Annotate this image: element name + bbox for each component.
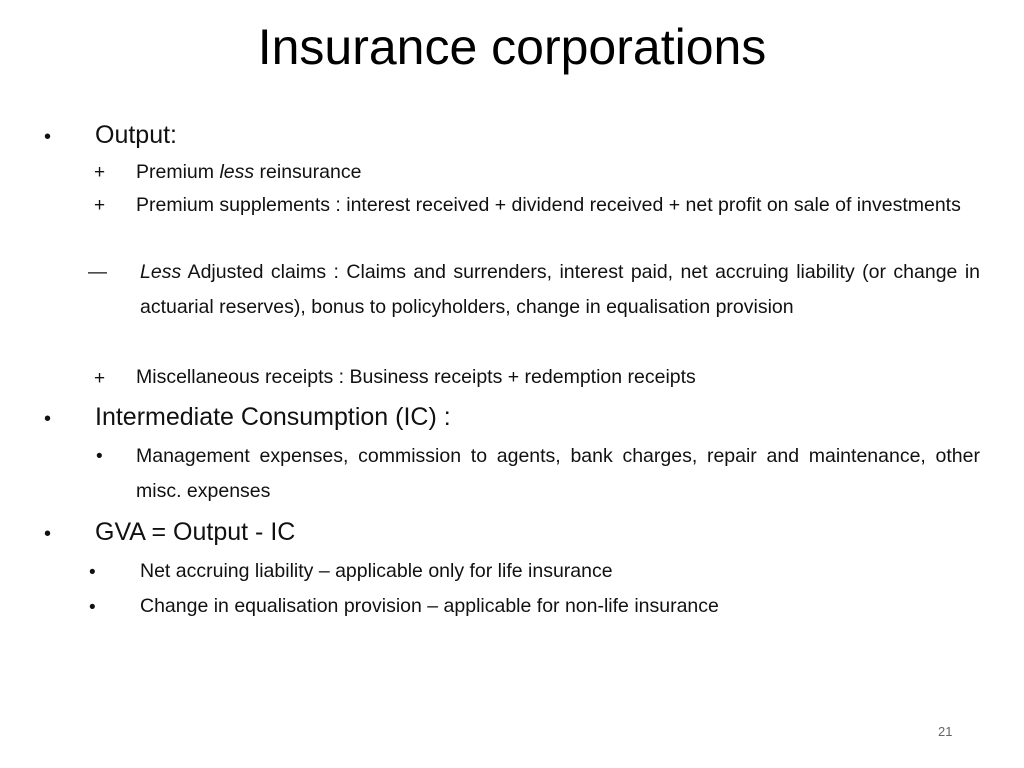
section-heading-intermediate-consumption: Intermediate Consumption (IC) : [95,403,451,431]
bullet-marker: • [44,523,52,545]
slide-title: Insurance corporations [257,19,767,75]
item-net-accruing-liability: Net accruing liability – applicable only for life insurance [140,560,613,582]
item-change-in-equalisation-provision: Change in equalisation provision – applicable for non-life insurance [140,595,719,617]
section-heading-gva: GVA = Output - IC [95,518,296,546]
bullet-marker: • [96,446,103,467]
emphasis-less: less [219,161,255,183]
bullet-marker: • [89,597,96,618]
plus-marker: + [94,368,106,389]
item-miscellaneous-receipts: Miscellaneous receipts : Business receipts + redemption receipts [136,366,696,388]
page-number: 21 [938,724,953,739]
item-management-expenses: Management expenses, commission to agents, bank charges, repair and maintenance, other misc. expenses [136,445,980,502]
section-heading-output: Output: [95,121,177,149]
bullet-marker: • [44,408,52,430]
item-less-adjusted-claims: Less Adjusted claims : Claims and surrenders, interest paid, net accruing liability (or change in actuarial reserves), bonus to policyholders, change in equalisation provision [140,261,980,318]
plus-marker: + [94,195,106,216]
emphasis-less: Less [140,261,182,283]
bullet-marker: • [89,562,96,583]
dash-marker: — [88,262,107,283]
item-premium-less-reinsurance: Premium less reinsurance [136,161,362,183]
bullet-marker: • [44,126,52,148]
plus-marker: + [94,162,106,183]
item-premium-supplements: Premium supplements : interest received + dividend received + net profit on sale of investments [136,194,961,216]
